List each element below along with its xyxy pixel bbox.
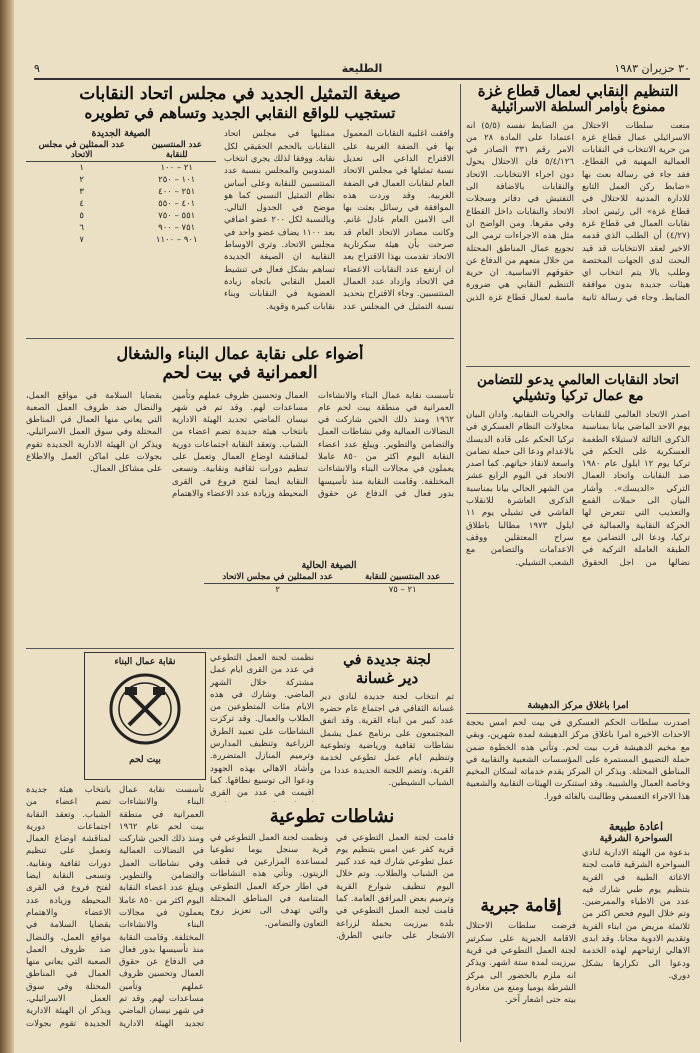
article-voluntary-headline: نشاطات تطوعية [269,806,395,827]
article-wftu-solidarity [466,372,690,692]
table-row [26,162,216,175]
footer-note-body: بدعوة من الهيئة الادارية لنادي السواحرة الشرقية قامت لجنة الاغاثة الطبية في القرية بتنظيم يوم طبي شارك فيه عدد من الاطباء والممرضين. وتم خلال اليوم فحص اكثر من ثلاثمئة مريض من ابناء القرية وتقديم الادوية مجانا. وقد ابدى الاهالي ارتياحهم لهذه الخدمة ودعوا الى تكرارها بشكل دوري. [582,848,690,981]
footer-note-subtitle: السواحرة الشرقية [599,833,673,844]
article-arrest-headline: إقامة جبرية [480,896,562,916]
article-wftu-body: اصدر الاتحاد العالمي للنقابات يوم الاحد الماضي بيانا بمناسبة الذكرى الثالثة لاستيلاء الطغمة العسكرية على الحكم في تركيا يوم ١٢ ايلول عام ١٩٨٠ ضد النقابات واتحاد العمال التركي «الديسك». وأشار البيان الى حملات القمع والتعذيب التي تتعرض لها الحركة النقابية والعمالية في تركيا، ودعا الى التضامن مع الطبقة العاملة التركية في نضالها من اجل الحقوق والحريات النقابية. وادان البيان محاولات النظام العسكري في تركيا الحكم على قادة الديسك بالاعدام ودعا الى حملة تضامن واسعة لانقاذ حياتهم. كما اصدر الاتحاد في اليوم الرابع عشر من الشهر الحالي بيانا بمناسبة الذكرى العاشرة للانقلاب الفاشي في تشيلي يوم ١١ ايلول ١٩٧٣ مطالبا باطلاق سراح المعتقلين ووقف الاعدامات والتضامن مع الشعب التشيلي. [466,409,690,568]
article-deir-ghassaneh [320,652,454,802]
article-left-bottom [26,784,204,1044]
row-reps: ٦ [79,223,84,234]
section-rule [26,338,454,339]
row-reps: ١ [79,163,84,174]
table-row [26,234,216,246]
article-voluntary-work [210,806,454,1046]
table-row [204,584,454,597]
row-members: ٧٥١ – ٩٠٠ [158,223,196,234]
page-number: ٩ [34,62,40,75]
old-row-reps: ٢ [275,585,280,595]
old-row-members: ٢١ – ٧٥ [388,585,417,595]
article-representation-body: وافقت اغلبية النقابات المعمول بها في الضفة الغربية على الاقتراح الداعي الى تعديل نسبة تمثيلها في مجلس الاتحاد العام لنقابات العمال في الضفة الغربية. وقد وردت هذه الموافقة في رسائل بعثت بها الى الامين العام عادل غانم. وكانت مصادر الاتحاد العام قد صرحت بأن هيئة سكرتارية الاتحاد تقدمت بهذا الاقتراح بعد ان ارتفع عدد النقابات الاعضاء في الاتحاد وازداد عدد العمال المنتسبين. وجاء الاقتراح بتحديد نسبة التمثيل في المجلس عدد ممثليها في مجلس اتحاد النقابات بالحجم الحقيقي لكل نقابة. ووفقا لذلك يجري انتخاب المندوبين والمجلس بنسبة عدد المنتسبين للنقابة وعلى أساس نظام التمثيل النسبي كما هو موضح في الجدول التالي. وبالنسبة لكل ٢٠٠ عضو اضافي بعد ١١٠٠ يضاف عضو واحد في مجلس الاتحاد. وترى الاوساط النقابية ان الصيغة الجديدة تساهم بشكل فعال في تنشيط العمل النقابي باتجاه زيادة العضوية في النقابات وبناء نقابات كبيرة وقوية. [224,129,454,312]
old-representation-table [204,571,454,596]
row-members: ٥٥١ – ٧٥٠ [158,211,196,222]
section-rule [466,366,690,367]
article-ghassaneh-headline-1: لجنة جديدة في [343,652,431,668]
logo-top-text: نقابة عمال البناء [114,657,176,667]
new-formula-title: الصيغة الجديدة [91,128,151,140]
article-left-bottom-body: تأسست نقابة عمال البناء والانشاءات العمرانية في منطقة بيت لحم عام ١٩٦٢ ومنذ ذلك الحين شاركت في النضالات العمالية وفي نشاطات العمل والتضامن والتطوير. ويبلغ عدد اعضاء النقابة اليوم اكثر من ٨٥٠ عاملا يعملون في مجالات البناء والانشاءات المختلفة. وقامت النقابة منذ تأسيسها بدور فعال في الدفاع عن حقوق العمال وتحسين ظروف عملهم وتأمين مساعدات لهم. وقد تم في شهر نيسان الماضي تجديد الهيئة الادارية بانتخاب هيئة جديدة تضم اعضاء من الشباب. وتعقد النقابة اجتماعات دورية لمناقشة اوضاع العمال وتعمل على تنظيم دورات ثقافية ونقابية. وتسعى النقابة ايضا لفتح فروع في القرى المحيطة وزيادة عدد الاعضاء والاهتمام بقضايا السلامة في مواقع العمل، والنضال ضد ظروف العمل الصعبة التي يعاني منها العمال في المناطق المحتلة وفي سوق العمل الاسرائيلي. ويذكر ان الهيئة الادارية الجديدة تقوم بجولات [26,785,204,1029]
old-col-reps-header: عدد الممثلين في مجلس الاتحاد [204,571,351,584]
article-wftu-headline-2: مع عمال تركيا وتشيلي [512,388,644,405]
row-members: ٢١ – ١٠٠ [160,163,193,174]
row-reps: ٤ [79,199,84,210]
row-members: ٩٠١ – ١١٠٠ [155,235,198,246]
article-bethlehem-headline-2: العمرانية في بيت لحم [162,363,318,384]
article-new-representation [26,84,454,334]
article-arrest-body: فرضت سلطات الاحتلال الاقامة الجبرية على سكرتير لجنة العمل التطوعي في قرية بيرزيت لمدة ستة اشهر. ويذكر انه ملزم بالحضور الى مركز الشرطة يوميا ومنع من مغادرة بيته حتى اشعار آخر. [466,921,576,1006]
row-members: ٢٥١ – ٤٠٠ [158,187,196,198]
page-header [34,62,690,80]
notice-body: اصدرت سلطات الحكم العسكري في بيت لحم امس بحجة الاحداث الاخيرة امرا باغلاق مركز الدهيشة لمدة شهرين، وبقي مع مخيم الدهيشة قرب بيت لحم. وتأتي هذه الخطوة ضمن حملة التضييق المستمرة على المؤسسات الشعبية والنقابية في المناطق المحتلة. ويذكر ان المركز يقدم خدماته لسكان المخيم وخاصة العمال والشبيبة. وقد استنكرت الهيئات النقابية والشعبية هذا الاجراء التعسفي وطالبت بالغائه فورا. [466,718,690,802]
row-reps: ٢ [79,175,84,186]
column-rule [460,372,461,1042]
article-ghassaneh-headline-2: دير غسانة [355,668,419,687]
article-misc-body: نظمت لجنة العمل التطوعي في عدد من القرى ايام عمل مشتركة خلال الشهر الماضي. وشارك في هذه الايام مئات المتطوعين من الطلاب والعمال. وقد تركزت النشاطات على تعبيد الطرق الزراعية وتنظيف المدارس وترميم المنازل المتضررة. وأشاد الاهالي بهذه الجهود ودعوا الى توسيع نطاقها. كما اقيمت في عدد من القرى [210,653,314,799]
old-col-members-header: عدد المنتسبين للنقابة [351,571,454,584]
row-reps: ٣ [79,187,84,198]
article-representation-headline-2: تستجيب للواقع النقابي الجديد وتساهم في تطويره [84,104,396,123]
representation-table-old [204,560,454,620]
table-row [26,198,216,210]
table-row [26,210,216,222]
page-edge [0,0,14,1053]
footer-note [582,820,690,1046]
article-bethlehem-body: تأسست نقابة عمال البناء والانشاءات العمرانية في منطقة بيت لحم عام ١٩٦٢ ومنذ ذلك الحين شاركت في النضالات العمالية وفي نشاطات العمل والتضامن والتطوير. ويبلغ عدد اعضاء النقابة اليوم اكثر من ٨٥٠ عاملا يعملون في مجالات البناء والانشاءات المختلفة. وقامت النقابة منذ تأسيسها بدور فعال في الدفاع عن حقوق العمال وتحسين ظروف عملهم وتأمين مساعدات لهم. وقد تم في شهر نيسان الماضي تجديد الهيئة الادارية بانتخاب هيئة جديدة تضم اعضاء من الشباب. وتعقد النقابة اجتماعات دورية لمناقشة اوضاع العمال وتعمل على تنظيم دورات ثقافية ونقابية. وتسعى النقابة ايضا لفتح فروع في القرى المحيطة وزيادة عدد الاعضاء والاهتمام بقضايا السلامة في مواقع العمل، والنضال ضد ظروف العمل الصعبة التي يعاني منها العمال في المناطق المحتلة وفي سوق العمل الاسرائيلي. ويذكر ان الهيئة الادارية الجديدة تقوم بجولات على اماكن العمل والاطلاع على مشاكل العمال. [26,390,454,499]
article-gaza-unions [466,82,690,312]
article-gaza-body: منعت سلطات الاحتلال الاسرائيلي عمال قطاع غزة من حرية الانتخاب في النقابات العمالية المهنية في القطاع. فقد جاء في رسالة بعث بها «ضابط ركن العمل التابع للادارة المدنية للاحتلال في قطاع غزة» الى رئيس اتحاد نقابات العمال في قطاع غزة (٤/٢٧) أن الطلب الذي قدمه الاخير لعقد الانتخابات قد قيد البحث لدى الجهات المختصة وطلب بالا يتم انتخاب اي هيئات جديدة بدون موافقة الضابط. وجاء في رسالة ثانية من الضابط نفسه (٥/٥) انه اعتمادا على المادة ٢٨ من الامر رقم ٣٣١ الصادر في ٥/٤/١٢٦ فان الاحتلال يحول دون اجراء الانتخابات. الاتحاد والنقابات بالاضافة الى التفتيش في دفاتر وسجلات الاتحاد والنقابات داخل القطاع وفي مقرها. ومن الواضح ان مثل هذه الاجراءات ترمي الى تجويع عمال المناطق المحتلة من خلال منعهم من الدفاع عن حقوقهم الاساسية. ان حرية التنظيم النقابي هي ضرورة ماسة لعمال قطاع غزة الذين [466,120,690,303]
article-misc-column [210,652,314,802]
old-formula-title: الصيغة الحالية [301,560,357,571]
row-reps: ٥ [79,211,84,222]
union-emblem-icon [85,667,205,751]
union-logo-box [84,652,206,780]
representation-table-new [26,128,216,246]
section-name: الطليعة [341,62,383,75]
article-voluntary-body: قامت لجنة العمل التطوعي في قرية كفر عين امس بتنظيم يوم عمل تطوعي شارك فيه عدد كبير من الشباب والطلاب. وتم خلال اليوم تنظيف شوارع القرية وترميم بعض المرافق العامة. كما قامت لجنة العمل التطوعي في بلدة بيرزيت بحملة لزراعة الاشجار على جانبي الطرق. ونظمت لجنة العمل التطوعي في قرية سنجل يوما تطوعيا لمساعدة المزارعين في قطف الزيتون. وتأتي هذه النشاطات في اطار حركة العمل التطوعي المتنامية في المناطق المحتلة والتي تهدف الى تعزيز روح التعاون والتضامن. [210,832,454,941]
article-ghassaneh-body: تم انتخاب لجنة جديدة لنادي دير غسانة الثقافي في اجتماع عام حضره عدد كبير من ابناء القرية. وقد اتفق المجتمعون على برنامج عمل يشمل نشاطات ثقافية ورياضية وتطوعية وتنظيم ايام عمل تطوعي لخدمة القرية. وتضم اللجنة الجديدة عددا من الشباب النشيطين. [320,691,454,788]
row-members: ٤٠١ – ٥٥٠ [158,199,196,210]
table-row [26,174,216,186]
article-representation-headline-1: صيغة التمثيل الجديد في مجلس اتحاد النقابات [79,84,401,104]
notice-title: امرا باغلاق مركز الدهيشة [466,700,690,714]
article-bethlehem-headline-1: أضواء على نقابة عمال البناء والشغال [116,344,364,363]
col-reps-header: عدد الممثلين في مجلس الاتحاد [26,139,137,162]
footer-note-title: اعادة طبيعة [608,820,664,833]
section-rule [26,648,454,649]
table-row [26,222,216,234]
newspaper-page [14,0,700,1053]
representation-table [26,139,216,246]
article-gaza-headline-2: ممنوع بأوامر السلطة الاسرائيلية [490,100,666,115]
article-house-arrest [466,896,576,1046]
logo-bottom-text: بيت لحم [129,755,161,765]
column-rule [460,84,461,374]
table-row [26,186,216,198]
issue-date: ٣٠ حزيران ١٩٨٣ [614,62,690,75]
article-wftu-headline-1: اتحاد النقابات العالمي يدعو للتضامن [476,372,680,388]
row-reps: ٧ [79,235,84,246]
article-gaza-headline-1: التنظيم النقابي لعمال قطاع غزة [477,82,679,100]
row-members: ١٠١ – ٢٥٠ [158,175,196,186]
col-members-header: عدد المنتسبين للنقابة [137,139,216,162]
